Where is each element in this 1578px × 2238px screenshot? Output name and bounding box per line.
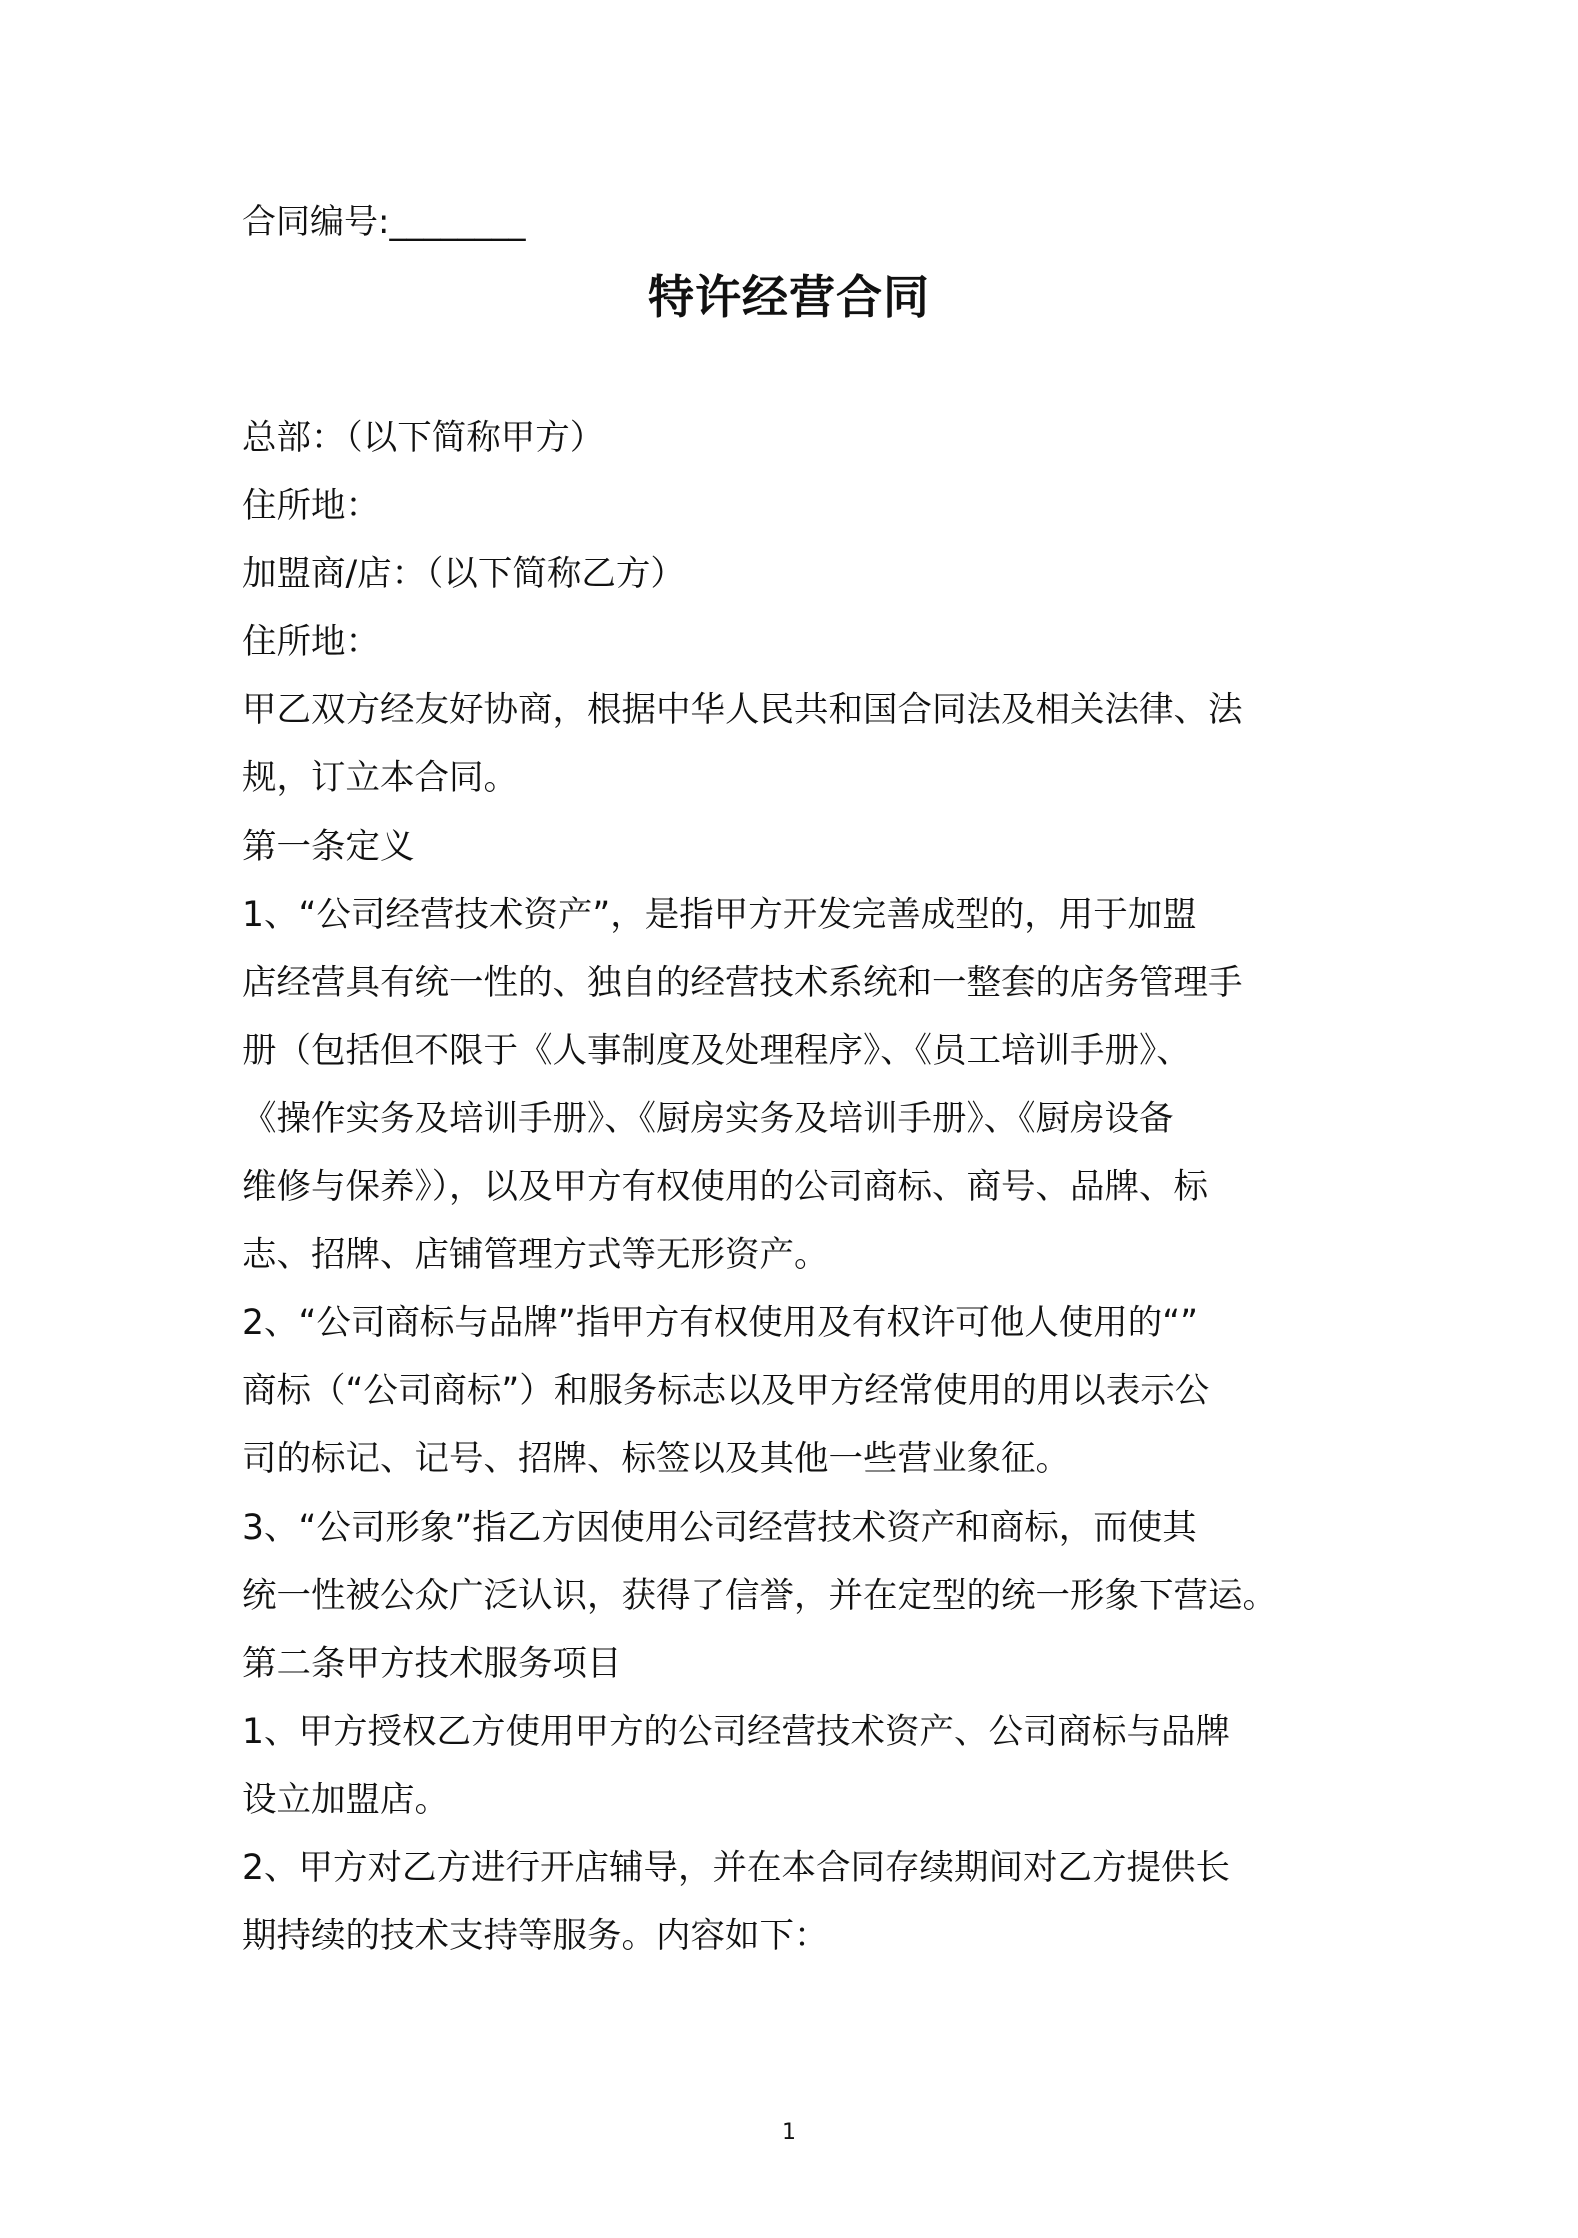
body-line: 商标（“公司商标”）和服务标志以及甲方经常使用的用以表示公 [242,1371,1210,1412]
body-line: 维修与保养》），以及甲方有权使用的公司商标、商号、品牌、标 [242,1167,1208,1208]
body-line: 期持续的技术支持等服务。内容如下： [242,1916,829,1957]
body-line: 1、甲方授权乙方使用甲方的公司经营技术资产、公司商标与品牌 [242,1711,1230,1752]
contract-body [242,404,1362,1970]
body-line: 3、“公司形象”指乙方因使用公司经营技术资产和商标，而使其 [242,1507,1197,1548]
body-line: 司的标记、记号、招牌、标签以及其他一些营业象征。 [242,1439,1070,1480]
body-line: 2、甲方对乙方进行开店辅导，并在本合同存续期间对乙方提供长 [242,1847,1230,1888]
contract-number: 合同编号:________ [242,202,526,242]
body-line: 统一性被公众广泛认识，获得了信誉，并在定型的统一形象下营运。 [242,1575,1277,1616]
body-line: 设立加盟店。 [242,1779,449,1820]
section-heading: 第一条定义 [242,826,415,867]
body-line: 住所地： [242,622,380,663]
body-line: 住所地： [242,486,380,527]
body-line: 总部：（以下简称甲方） [242,418,605,458]
section-heading: 第二条甲方技术服务项目 [242,1643,622,1684]
body-line: 志、招牌、店铺管理方式等无形资产。 [242,1235,829,1276]
body-line: 册（包括但不限于《人事制度及处理程序》、《员工培训手册》、 [242,1030,1191,1071]
document-title: 特许经营合同 [648,270,930,324]
body-line: 甲乙双方经友好协商，根据中华人民共和国合同法及相关法律、法 [242,690,1243,731]
body-line: 2、“公司商标与品牌”指甲方有权使用及有权许可他人使用的“” [242,1303,1198,1344]
body-line: 规，订立本合同。 [242,758,518,799]
body-line: 《操作实务及培训手册》、《厨房实务及培训手册》、《厨房设备 [242,1098,1174,1139]
body-line: 加盟商/店：（以下简称乙方） [242,554,685,595]
page-number: 1 [782,2120,796,2145]
body-line: 1、“公司经营技术资产”，是指甲方开发完善成型的，用于加盟 [242,894,1197,935]
body-line: 店经营具有统一性的、独自的经营技术系统和一整套的店务管理手 [242,962,1243,1003]
